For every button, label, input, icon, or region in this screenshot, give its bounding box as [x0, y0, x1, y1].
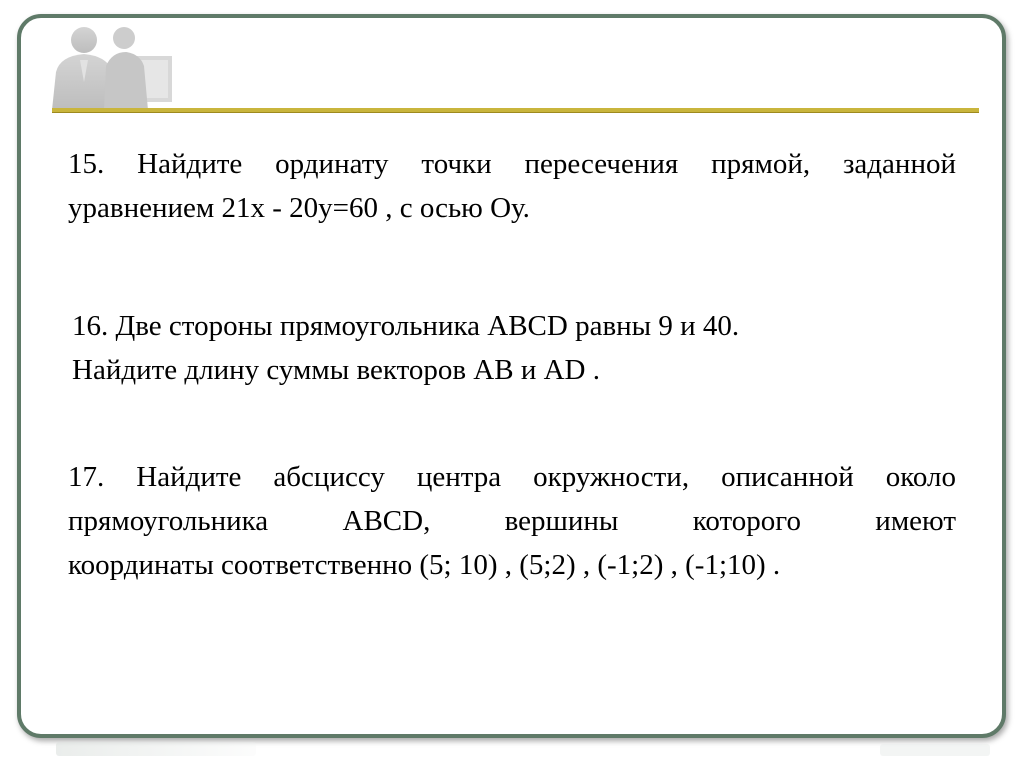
- problem-17-line-1: 17. Найдите абсциссу центра окружности, описанной около: [68, 461, 956, 493]
- problem-17-line-3: координаты соответственно (5; 10) , (5;2) , (-1;2) , (-1;10) .: [68, 549, 781, 581]
- problem-16-line-2: Найдите длину суммы векторов АВ и AD .: [72, 354, 600, 386]
- footer-ghost-right: [880, 744, 990, 756]
- problem-16-line-1: 16. Две стороны прямоугольника ABCD равны 9 и 40.: [72, 310, 740, 342]
- problem-17-line-2: прямоугольника ABCD, вершины которого имеют: [68, 505, 956, 537]
- header-rule: [52, 108, 979, 113]
- footer-ghost-left: [56, 742, 256, 756]
- problem-15-line-1: 15. Найдите ординату точки пересечения прямой, заданной: [68, 148, 956, 180]
- business-people-logo-icon: [44, 20, 176, 110]
- problem-17: [68, 455, 956, 587]
- problem-15-line-2: уравнением 21х - 20у=60 , с осью Оу.: [68, 192, 530, 224]
- problem-16: [72, 304, 932, 392]
- problem-15: [68, 142, 956, 230]
